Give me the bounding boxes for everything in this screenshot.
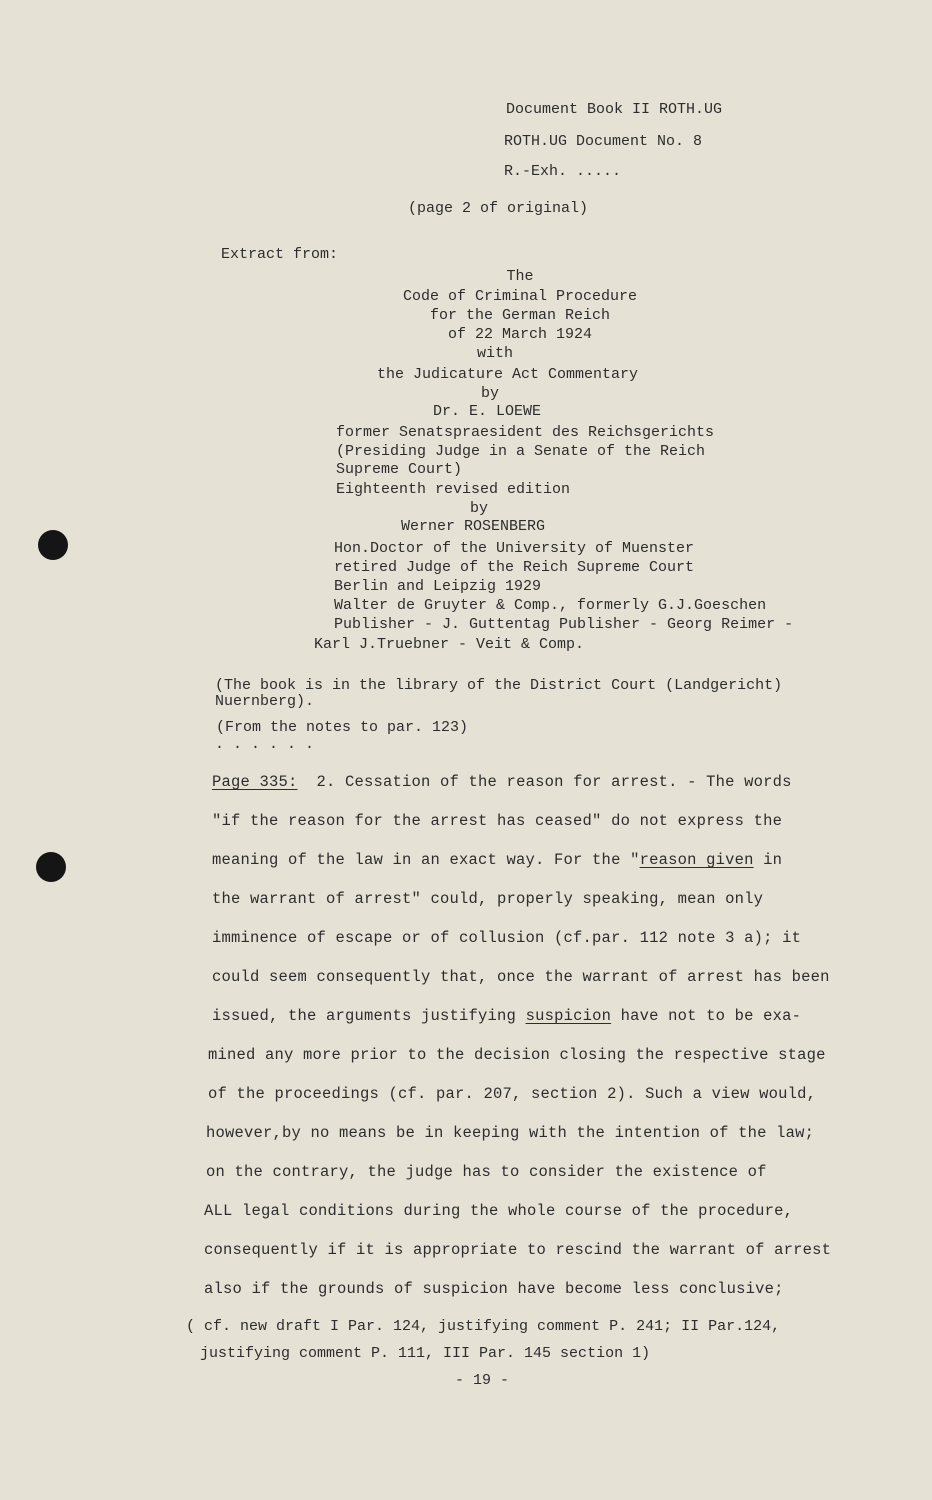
title-line: with [476,345,513,362]
author-line: Supreme Court) [336,461,463,478]
title-line: of 22 March 1924 [447,326,593,343]
body-line: however,by no means be in keeping with the intention of the law; [206,1124,815,1142]
exhibit-line: R.-Exh. ..... [504,163,622,180]
body-line: "if the reason for the arrest has ceased" do not express the [212,812,783,830]
title-line: The [506,268,534,285]
body-line: ALL legal conditions during the whole course of the procedure, [204,1202,794,1220]
body-line: 2. Cessation of the reason for arrest. - The words [316,773,792,791]
body-line: imminence of escape or of collusion (cf.par. 112 note 3 a); it [212,929,802,947]
underlined-phrase: reason given [639,851,754,869]
footnote-line: ( cf. new draft I Par. 124, justifying comment P. 241; II Par.124, [186,1318,781,1335]
editor-name: Werner ROSENBERG [401,518,546,535]
page-number: - 19 - [455,1372,510,1389]
body-text: meaning of the law in an exact way. For the " [212,851,640,869]
body-text: have not to be exa- [611,1007,802,1025]
title-line: for the German Reich [429,307,611,324]
body-line: could seem consequently that, once the warrant of arrest has been [212,968,830,986]
notes-reference: (From the notes to par. 123) [216,719,469,736]
body-line [212,1007,801,1025]
document-book-line: Document Book II ROTH.UG [506,101,723,118]
library-note: Nuernberg). [215,693,315,710]
body-text: in [753,851,783,869]
editor-line: Walter de Gruyter & Comp., formerly G.J.Goeschen [334,597,767,614]
body-line: consequently if it is appropriate to rescind the warrant of arrest [204,1241,832,1259]
body-line: mined any more prior to the decision closing the respective stage [208,1046,826,1064]
body-line: of the proceedings (cf. par. 207, section 2). Such a view would, [208,1085,817,1103]
author-line: former Senatspraesident des Reichsgerichts [336,424,715,441]
editor-line: Berlin and Leipzig 1929 [334,578,542,595]
editor-line: Karl J.Truebner - Veit & Comp. [314,636,585,653]
author-line: (Presiding Judge in a Senate of the Reich [336,443,706,460]
body-line: also if the grounds of suspicion have become less conclusive; [204,1280,784,1298]
punch-hole-bottom [36,852,66,882]
by-line: by [470,500,489,517]
page-label: Page 335: [212,773,298,791]
underlined-word: suspicion [525,1007,612,1025]
body-line: the warrant of arrest" could, properly speaking, mean only [212,890,764,908]
page-label-line [212,773,792,791]
document-number-line: ROTH.UG Document No. 8 [504,133,703,150]
extract-label: Extract from: [221,246,339,263]
title-line: by [481,385,500,402]
editor-line: Hon.Doctor of the University of Muenster [334,540,695,557]
editor-line: retired Judge of the Reich Supreme Court [334,559,695,576]
punch-hole-top [38,530,68,560]
body-text: issued, the arguments justifying [212,1007,526,1025]
editor-line: Publisher - J. Guttentag Publisher - Georg Reimer - [334,616,794,633]
edition-line: Eighteenth revised edition [336,481,571,498]
spacer [298,773,317,791]
title-line: the Judicature Act Commentary [377,366,639,383]
page-of-original: (page 2 of original) [408,200,589,217]
title-line: Code of Criminal Procedure [402,288,638,305]
ellipsis: . . . . . . [215,736,315,753]
library-note: (The book is in the library of the District Court (Landgericht) [215,677,783,694]
body-line: on the contrary, the judge has to consider the existence of [206,1163,767,1181]
body-line [212,851,782,869]
footnote-line: justifying comment P. 111, III Par. 145 section 1) [200,1345,651,1362]
author-name: Dr. E. LOEWE [433,403,542,420]
